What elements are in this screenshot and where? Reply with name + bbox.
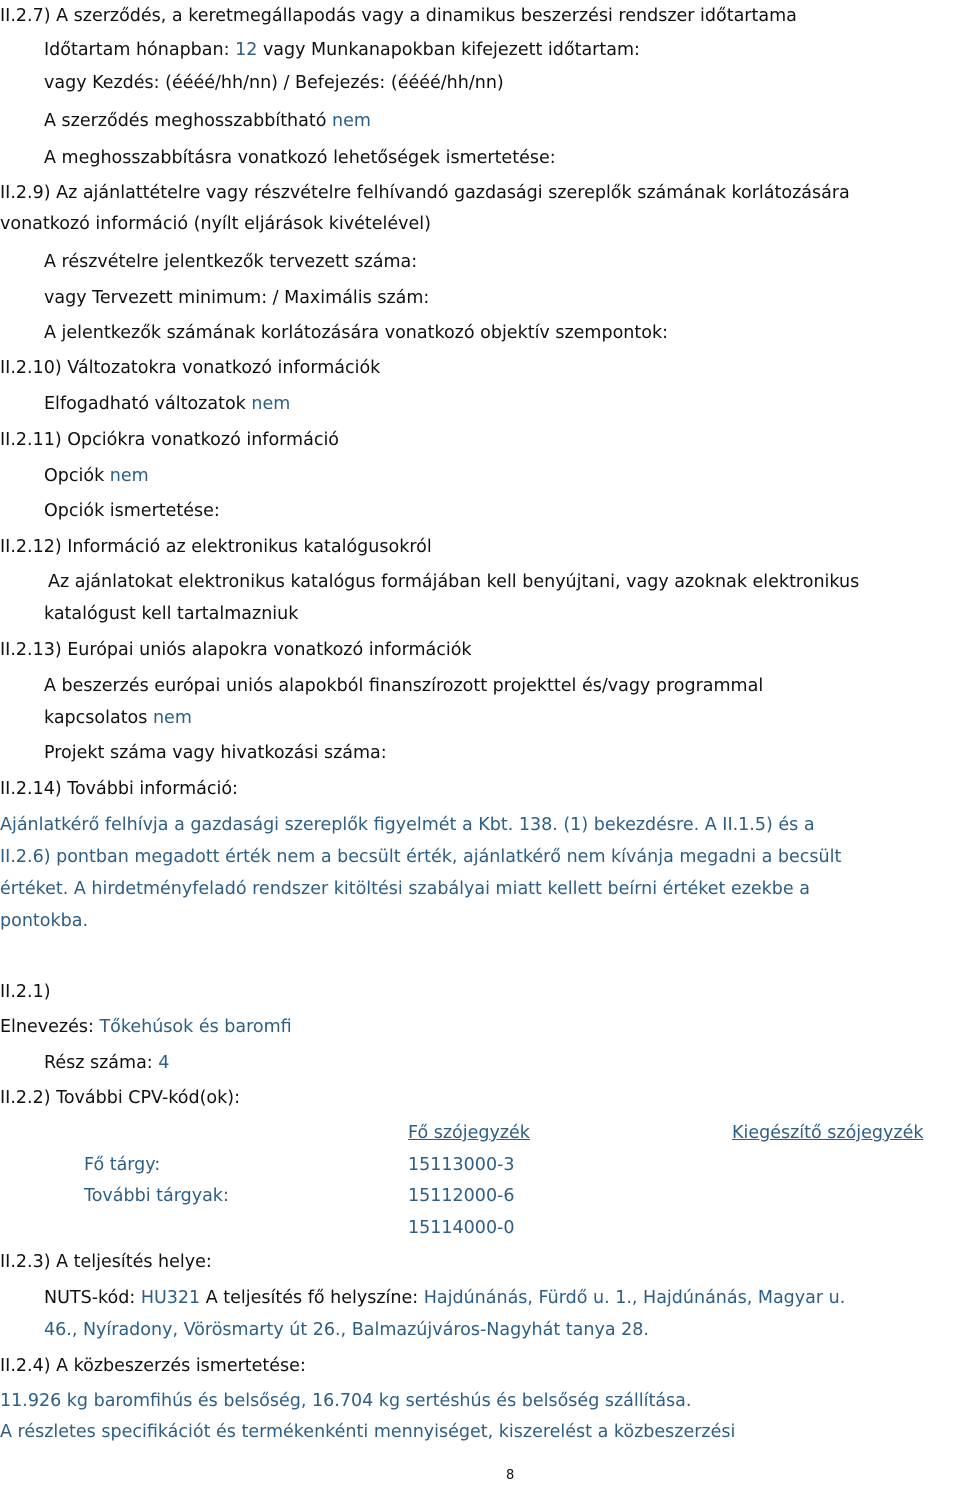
duration-value: 12: [235, 40, 258, 60]
dates-line: vagy Kezdés: (éééé/hh/nn) / Befejezés: (éééé/hh/nn): [44, 73, 504, 93]
variants-line: [44, 392, 290, 416]
options-description: Opciók ismertetése:: [44, 501, 220, 521]
nuts-label: NUTS-kód:: [44, 1288, 136, 1308]
eu-funds-line: [44, 706, 192, 730]
section-heading-ii-2-14: II.2.14) További információ:: [0, 779, 238, 799]
section-heading-ii-2-9-cont: vonatkozó információ (nyílt eljárások kivételével): [0, 214, 431, 234]
lot-value: 4: [158, 1053, 170, 1073]
title-label: Elnevezés:: [0, 1017, 94, 1037]
section-heading-ii-2-4: II.2.4) A közbeszerzés ismertetése:: [0, 1356, 306, 1376]
variants-value: nem: [251, 394, 291, 414]
section-heading-ii-2-11: II.2.11) Opciókra vonatkozó információ: [0, 430, 340, 450]
planned-number: A részvételre jelentkezők tervezett száma:: [44, 252, 418, 272]
section-heading-ii-2-7: II.2.7) A szerződés, a keretmegállapodás vagy a dinamikus beszerzési rendszer időtartama: [0, 6, 797, 26]
duration-rest: vagy Munkanapokban kifejezett időtartam:: [262, 40, 640, 60]
section-heading-ii-2-1: II.2.1): [0, 982, 51, 1002]
criteria-line: A jelentkezők számának korlátozására vonatkozó objektív szempontok:: [44, 323, 668, 343]
cpv-main-label: Fő tárgy:: [84, 1155, 161, 1175]
section-heading-ii-2-12: II.2.12) Információ az elektronikus katalógusokról: [0, 537, 432, 557]
renewable-line: [44, 109, 371, 133]
place-value-1: Hajdúnánás, Fürdő u. 1., Hajdúnánás, Magyar u.: [423, 1288, 846, 1308]
cpv-supp-vocab-header[interactable]: Kiegészítő szójegyzék: [732, 1123, 924, 1143]
additional-info-1: Ajánlatkérő felhívja a gazdasági szereplők figyelmét a Kbt. 138. (1) bekezdésre. A II.1.5) és a: [0, 815, 815, 835]
min-max-line: vagy Tervezett minimum: / Maximális szám:: [44, 288, 430, 308]
section-heading-ii-2-3: II.2.3) A teljesítés helye:: [0, 1252, 212, 1272]
cpv-main-code: 15113000-3: [408, 1155, 515, 1175]
additional-info-2: II.2.6) pontban megadott érték nem a becsült érték, ajánlatkérő nem kívánja megadni a becsült: [0, 847, 842, 867]
cpv-additional-code: 15114000-0: [408, 1218, 515, 1238]
additional-info-4: pontokba.: [0, 911, 89, 931]
section-heading-ii-2-9: II.2.9) Az ajánlattételre vagy részvételre felhívandó gazdasági szereplők számának korlátozására: [0, 183, 850, 203]
catalogue-text-2: katalógust kell tartalmazniuk: [44, 604, 299, 624]
title-value: Tőkehúsok és baromfi: [99, 1017, 292, 1037]
lot-line: [44, 1051, 169, 1075]
section-heading-ii-2-10: II.2.10) Változatokra vonatkozó információk: [0, 358, 381, 378]
duration-label: Időtartam hónapban:: [44, 40, 230, 60]
eu-funds-text-2: kapcsolatos: [44, 708, 148, 728]
section-heading-ii-2-13: II.2.13) Európai uniós alapokra vonatkozó információk: [0, 640, 472, 660]
nuts-line: [44, 1286, 845, 1310]
cpv-additional-label: További tárgyak:: [84, 1186, 229, 1206]
description-text-2: A részletes specifikációt és termékenkénti mennyiséget, kiszerelést a közbeszerzési: [0, 1422, 736, 1442]
renewable-label: A szerződés meghosszabbítható: [44, 111, 327, 131]
place-value-2: 46., Nyíradony, Vörösmarty út 26., Balmazújváros-Nagyhát tanya 28.: [44, 1320, 649, 1340]
catalogue-text-1: Az ajánlatokat elektronikus katalógus formájában kell benyújtani, vagy azoknak elektronikus: [48, 572, 860, 592]
variants-label: Elfogadható változatok: [44, 394, 246, 414]
duration-line: [44, 38, 640, 62]
nuts-value: HU321: [140, 1288, 201, 1308]
renewal-description: A meghosszabbításra vonatkozó lehetőségek ismertetése:: [44, 148, 556, 168]
cpv-additional-code: 15112000-6: [408, 1186, 515, 1206]
cpv-main-vocab-header[interactable]: Fő szójegyzék: [408, 1123, 530, 1143]
lot-label: Rész száma:: [44, 1053, 153, 1073]
eu-funds-text-1: A beszerzés európai uniós alapokból finanszírozott projekttel és/vagy programmal: [44, 676, 764, 696]
options-label: Opciók: [44, 466, 105, 486]
page-number: 8: [506, 1468, 515, 1483]
title-line: [0, 1015, 292, 1039]
eu-funds-value: nem: [152, 708, 192, 728]
options-value: nem: [109, 466, 149, 486]
additional-info-3: értéket. A hirdetményfeladó rendszer kitöltési szabályai miatt kellett beírni értéket ezekbe a: [0, 879, 810, 899]
description-text-1: 11.926 kg baromfihús és belsőség, 16.704 kg sertéshús és belsőség szállítása.: [0, 1391, 692, 1411]
project-number: Projekt száma vagy hivatkozási száma:: [44, 743, 387, 763]
place-label: A teljesítés fő helyszíne:: [205, 1288, 419, 1308]
renewable-value: nem: [332, 111, 371, 131]
options-line: [44, 464, 149, 488]
section-heading-ii-2-2: II.2.2) További CPV-kód(ok):: [0, 1088, 241, 1108]
